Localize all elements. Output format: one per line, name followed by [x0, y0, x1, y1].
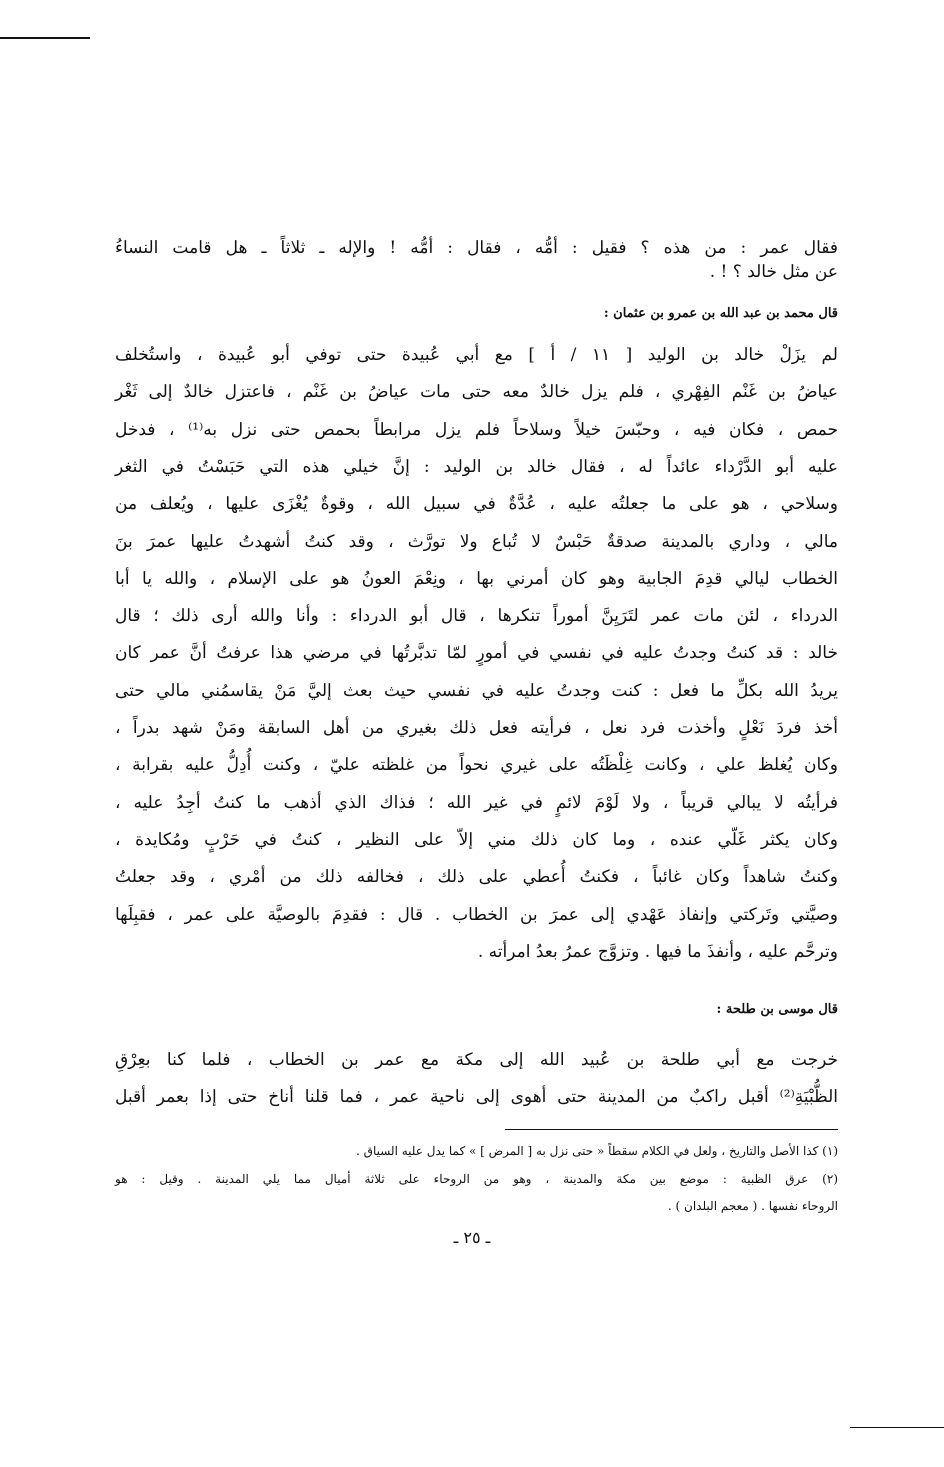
- footnote-line: الروحاء نفسها . ( معجم البلدان ) .: [667, 1199, 838, 1213]
- section-heading-2: قال موسى بن طلحة :: [716, 1002, 838, 1017]
- text-line: حمص ، فكان فيه ، وحبّسَ خيلاً وسلاحاً فلم يزل مرابطاً بحمص حتى نزل به⁽¹⁾ ، فدخل: [115, 420, 838, 440]
- text-line: مالي ، وداري بالمدينة صدقةٌ حَبْسٌ لا تُباع ولا تورَّث ، وقد كنتُ أشهدتُ عليها عمرَ بنَ: [115, 532, 838, 552]
- text-line: يريدُ الله بكلِّ ما فعل : كنت وجدتُ عليه في نفسي حيث بعث إليَّ مَنْ يقاسمُني مالي حتى: [115, 681, 838, 701]
- text-line: عليه أبو الدَّرْداء عائداً له ، فقال خالد بن الوليد : إنَّ خيلي هذه التي حَبَسْتُ في الثغر: [115, 457, 838, 477]
- text-line: خرجت مع أبي طلحة بن عُبيد الله إلى مكة مع عمر بن الخطاب ، فلما كنا بعِرْقِ: [115, 1050, 838, 1070]
- text-line: لم يزَلْ خالد بن الوليد [ ١١ / أ ] مع أبي عُبيدة حتى توفي أبو عُبيدة ، واستُخلف: [115, 345, 838, 365]
- text-line: الخطاب ليالي قدِمَ الجابية وهو كان أمرني بها ، ونِعْمَ العونُ هو على الإسلام ، والله يا أبا: [115, 569, 838, 589]
- text-line: فرأيتُه لا يبالي قريباً ، ولا لَوْمَ لائمٍ في غير الله ؛ فذاك الذي أذهب ما كنتُ أجِدُ عليه ،: [115, 793, 838, 813]
- text-line: خالد : قد كنتُ وجدتُ عليه في نفسي في أمورٍ لمّا تدبَّرتُها في مرضي هذا عرفتُ أنَّ عمر كان: [115, 643, 838, 663]
- text-line: الدرداء ، لئن مات عمر لتَرَيِنَّ أموراً تنكرها ، قال أبو الدرداء : وأنا والله أرى ذلك ؛ قال: [115, 606, 838, 626]
- bottom-right-rule: [850, 1427, 944, 1428]
- text-line: وصيَّتي وتَركتي وإنفاذ عَهْدي إلى عمرَ بن الخطاب . قال : فقدِمَ بالوصيَّة على عمر ، فقبِلَها: [115, 905, 838, 925]
- text-line: وسلاحي ، هو على ما جعلتُه عليه ، عُدَّةٌ في سبيل الله ، وقوةٌ يُغْزَى عليها ، ويُعلف من: [115, 494, 838, 514]
- text-line: أخذ فردَ نَعْلٍ وأخذت فرد نعل ، فرأيته فعل ذلك بغيري من أهل السابقة ومَنْ شهد بدراً ،: [115, 718, 838, 738]
- text-line: وكان يُغلظ علي ، وكانت غِلْظَتُه على غيري نحواً من غلظته عليّ ، وكنت أُدِلُّ عليه بقرابة ،: [115, 755, 838, 775]
- text-line: عياضُ بن غَنْم الفِهْري ، فلم يزل خالدٌ معه حتى مات عياضُ بن غَنْم ، فاعتزل خالدٌ إلى ثَغْر: [115, 382, 838, 402]
- text-line: وكان يكثر غَلّي عنده ، وما كان ذلك مني إلاّ على النظير ، كنتُ في حَرْبٍ ومُكايدة ،: [115, 830, 839, 850]
- text-line: الظُّبْيَةِ⁽²⁾ أقبل راكبٌ من المدينة حتى أهوى إلى ناحية عمر ، فما قلنا أناخ حتى إذا بعمر أقبل: [115, 1087, 838, 1107]
- footnote-separator: [505, 1129, 838, 1130]
- text-line: فقال عمر : من هذه ؟ فقيل : أمُّه ، فقال : أمُّه ! والإله ـ ثلاثاً ـ هل قامت النساءُ: [115, 238, 838, 258]
- footnote-line: (١) كذا الأصل والتاريخ ، ولعل في الكلام سقطاً « حتى نزل به [ المرض ] » كما يدل عليه السياق .: [356, 1144, 838, 1158]
- text-line: وترحَّم عليه ، وأنفذَ ما فيها . وتزوَّج عمرُ بعدُ امرأته .: [477, 942, 838, 962]
- footnote-line: (٢) عرق الظبية : موضع بين مكة والمدينة ، وهو من الروحاء على ثلاثة أميال مما يلي المدينة . وقيل : هو: [115, 1172, 838, 1186]
- text-line: وكنتُ شاهداً وكان غائباً ، فكنتُ أُعطي على ذلك ، فخالفه ذلك من أمْري ، وقد جعلتُ: [115, 867, 838, 887]
- section-heading-1: قال محمد بن عبد الله بن عمرو بن عثمان :: [603, 306, 838, 321]
- text-line: عن مثل خالد ؟ ! .: [709, 262, 838, 282]
- page-number: ـ ٢٥ ـ: [453, 1228, 491, 1247]
- top-left-rule: [0, 37, 90, 39]
